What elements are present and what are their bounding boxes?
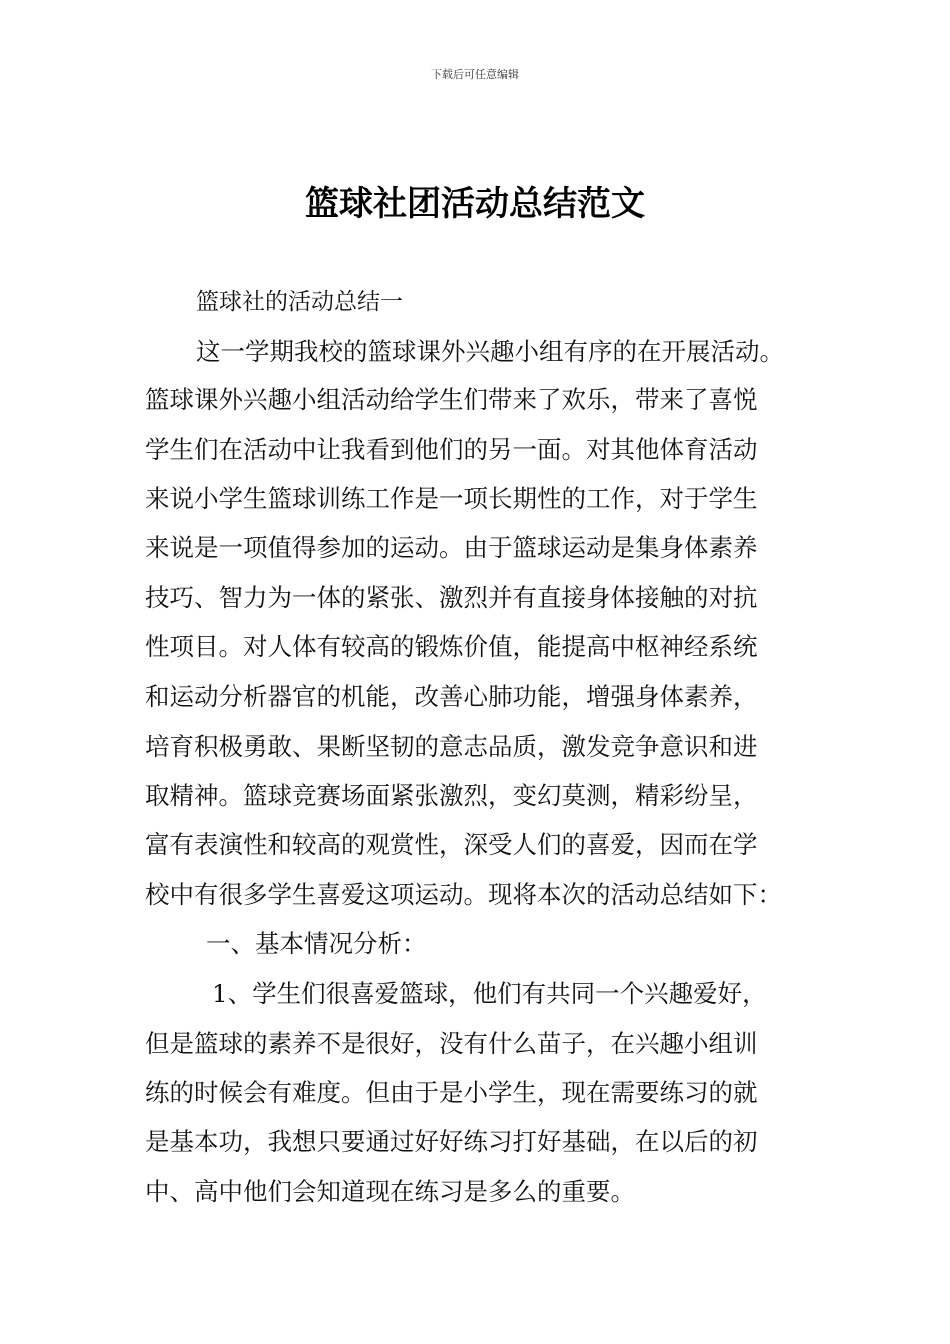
paragraph-line: 校中有很多学生喜爱这项运动。现将本次的活动总结如下： [145, 880, 782, 909]
paragraph-line: 中、高中他们会知道现在练习是多么的重要。 [145, 1177, 635, 1206]
paragraph-line: 练的时候会有难度。但由于是小学生，现在需要练习的就 [145, 1078, 758, 1107]
paragraph-line: 但是篮球的素养不是很好，没有什么苗子，在兴趣小组训 [145, 1029, 758, 1058]
paragraph-line: 和运动分析器官的机能，改善心肺功能，增强身体素养， [145, 682, 758, 711]
header-note: 下载后可任意编辑 [431, 68, 519, 81]
paragraph-line: 技巧、智力为一体的紧张、激烈并有直接身体接触的对抗 [145, 583, 758, 612]
document-title: 篮球社团活动总结范文 [305, 184, 645, 224]
paragraph-line: 来说是一项值得参加的运动。由于篮球运动是集身体素养 [145, 533, 758, 562]
paragraph-line: 富有表演性和较高的观赏性，深受人们的喜爱，因而在学 [145, 830, 758, 859]
paragraph-line: 这一学期我校的篮球课外兴趣小组有序的在开展活动。 [196, 337, 784, 366]
paragraph-line: 来说小学生篮球训练工作是一项长期性的工作，对于学生 [145, 484, 758, 513]
paragraph-line: 学生们在活动中让我看到他们的另一面。对其他体育活动 [145, 435, 758, 464]
section-heading: 篮球社的活动总结一 [196, 289, 403, 315]
paragraph-line: 培育积极勇敢、果断坚韧的意志品质，激发竞争意识和进 [145, 732, 758, 761]
paragraph-line: 取精神。篮球竞赛场面紧张激烈，变幻莫测，精彩纷呈， [145, 781, 758, 810]
paragraph-line: 1、学生们很喜爱篮球，他们有共同一个兴趣爱好， [212, 979, 767, 1008]
section-heading: 一、基本情况分析： [206, 929, 427, 958]
paragraph-line: 性项目。对人体有较高的锻炼价值，能提高中枢神经系统 [145, 632, 758, 661]
paragraph-line: 篮球课外兴趣小组活动给学生们带来了欢乐，带来了喜悦 [145, 385, 758, 414]
paragraph-line: 是基本功，我想只要通过好好练习打好基础，在以后的初 [145, 1127, 758, 1156]
